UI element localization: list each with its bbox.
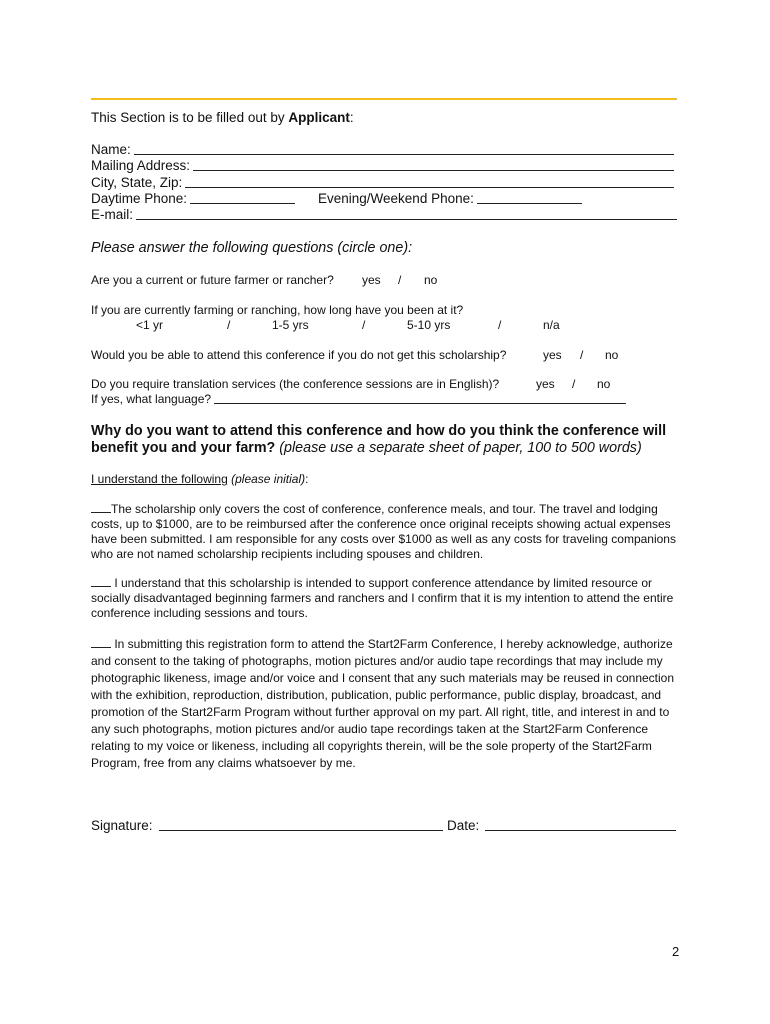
language-label: If yes, what language? xyxy=(91,392,212,406)
name-field[interactable] xyxy=(91,142,674,157)
city-state-zip-label: City, State, Zip: xyxy=(91,175,183,190)
initial-blank[interactable] xyxy=(91,576,111,587)
essay-note: (please use a separate sheet of paper, 100 to 500 words) xyxy=(279,440,642,456)
email-line[interactable] xyxy=(136,208,677,220)
q1-separator: / xyxy=(398,273,402,287)
initial-text: I understand that this scholarship is intended to support conference attendance by limited resource or socially disadvantaged beginning farmers and ranchers and I confirm that it is my intention to attend the entire conference including sessions and tours. xyxy=(91,576,674,620)
evening-phone-field[interactable] xyxy=(318,191,582,206)
daytime-phone-field[interactable] xyxy=(91,191,295,206)
q2-text: If you are currently farming or ranching, how long have you been at it? xyxy=(91,303,464,317)
language-line[interactable] xyxy=(214,394,626,404)
q1-no-option[interactable]: no xyxy=(424,273,438,287)
q2-option-5-10[interactable]: 5-10 yrs xyxy=(407,318,451,332)
understand-colon: : xyxy=(305,472,309,486)
understand-heading xyxy=(91,472,309,486)
q3-yes-option[interactable]: yes xyxy=(543,348,562,362)
q2-option-1-5[interactable]: 1-5 yrs xyxy=(272,318,309,332)
initial-blank[interactable] xyxy=(91,637,111,648)
name-label: Name: xyxy=(91,142,131,157)
header-rule xyxy=(91,98,677,100)
q2-separator: / xyxy=(498,318,502,332)
date-field[interactable] xyxy=(447,818,676,833)
intro-text: This Section is to be filled out by xyxy=(91,110,289,125)
signature-line[interactable] xyxy=(159,819,443,831)
email-field[interactable] xyxy=(91,207,677,222)
page-number: 2 xyxy=(672,944,680,959)
email-label: E-mail: xyxy=(91,207,134,222)
essay-question xyxy=(91,423,681,457)
initial-text: The scholarship only covers the cost of conference, conference meals, and tour. The travel and lodging costs, up to $1000, are to be reimbursed after the conference once original receipts showing actual expenses have been submitted. I am responsible for any costs over $1000 as well as any costs for traveling companions who are not named scholarship recipients including spouses and children. xyxy=(91,502,676,561)
initial-item-scholarship xyxy=(91,502,683,562)
initial-blank[interactable] xyxy=(91,502,111,513)
q3-separator: / xyxy=(580,348,584,362)
mailing-address-label: Mailing Address: xyxy=(91,158,191,173)
evening-phone-label: Evening/Weekend Phone: xyxy=(318,191,474,206)
intro-suffix: : xyxy=(349,110,354,125)
q3-no-option[interactable]: no xyxy=(605,348,619,362)
initial-text: In submitting this registration form to attend the Start2Farm Conference, I hereby acknowledge, authorize and consent to the taking of photographs, motion pictures and/or audio tape recordings that may include my photographic likeness, image and/or voice and I consent that any such materials may be reused in connection with the exhibition, reproduction, distribution, publication, public performance, public display, broadcast, and promotion of the Start2Farm Program without further approval on my part. All right, title, and interest in and to any such photographs, motion pictures and/or audio tape recordings taken at the Start2Farm Conference relating to my voice or likeness, including all copyrights therein, will be the sole property of the Start2Farm Program, free from any claims whatsoever by me. xyxy=(91,637,675,770)
understand-note: (please initial) xyxy=(231,472,306,486)
signature-field[interactable] xyxy=(91,818,443,833)
date-line[interactable] xyxy=(485,819,676,831)
city-state-zip-line[interactable] xyxy=(185,176,674,188)
q4-separator: / xyxy=(572,377,576,391)
name-line[interactable] xyxy=(134,143,674,155)
language-field[interactable] xyxy=(91,392,626,406)
q2-separator: / xyxy=(227,318,231,332)
mailing-address-line[interactable] xyxy=(193,159,674,171)
mailing-address-field[interactable] xyxy=(91,158,674,173)
questions-heading: Please answer the following questions (circle one): xyxy=(91,240,413,256)
date-label: Date: xyxy=(447,818,480,833)
signature-label: Signature: xyxy=(91,818,153,833)
daytime-phone-label: Daytime Phone: xyxy=(91,191,188,206)
q4-text: Do you require translation services (the conference sessions are in English)? xyxy=(91,377,500,391)
section-intro xyxy=(91,110,354,125)
q1-yes-option[interactable]: yes xyxy=(362,273,381,287)
initial-item-eligibility xyxy=(91,576,683,621)
q1-text: Are you a current or future farmer or rancher? xyxy=(91,273,334,287)
q4-yes-option[interactable]: yes xyxy=(536,377,555,391)
q3-text: Would you be able to attend this conference if you do not get this scholarship? xyxy=(91,348,507,362)
essay-line1: Why do you want to attend this conference and how do you think the conference will xyxy=(91,423,667,439)
q2-separator: / xyxy=(362,318,366,332)
daytime-phone-line[interactable] xyxy=(190,192,295,204)
essay-line2: benefit you and your farm? xyxy=(91,440,276,456)
initial-item-media-consent xyxy=(91,636,683,772)
understand-label: I understand the following xyxy=(91,472,228,486)
intro-emphasis: Applicant xyxy=(288,110,350,125)
q2-option-na[interactable]: n/a xyxy=(543,318,560,332)
q2-option-lt1[interactable]: <1 yr xyxy=(136,318,164,332)
evening-phone-line[interactable] xyxy=(477,192,582,204)
q4-no-option[interactable]: no xyxy=(597,377,611,391)
city-state-zip-field[interactable] xyxy=(91,175,674,190)
